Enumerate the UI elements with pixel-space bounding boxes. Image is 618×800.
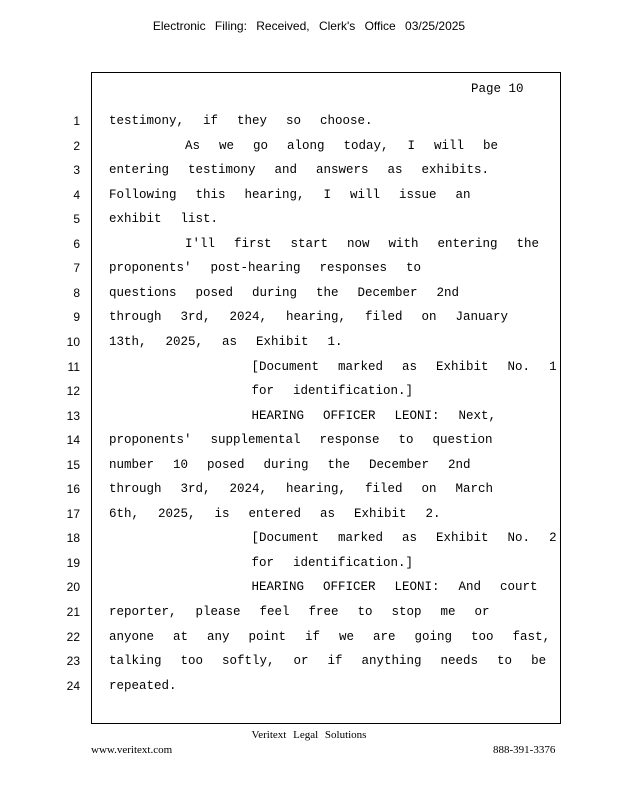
line-number: 18 [66,531,80,545]
line-number: 2 [73,139,80,153]
footer-company: Veritext Legal Solutions [251,729,367,741]
line-text: through 3rd, 2024, hearing, filed on January [109,310,509,324]
line-number: 20 [66,580,80,594]
line-number: 24 [66,679,80,693]
line-text: reporter, please feel free to stop me or [109,605,490,619]
line-text: testimony, if they so choose. [109,114,373,128]
line-text: proponents' post-hearing responses to [109,261,422,275]
line-number: 11 [67,360,80,374]
line-text: Following this hearing, I will issue an [109,188,471,202]
line-number: 7 [73,261,80,275]
line-number: 5 [73,212,80,226]
footer-phone: 888-391-3376 [493,744,556,756]
line-text: through 3rd, 2024, hearing, filed on March [109,482,494,496]
line-text: 13th, 2025, as Exhibit 1. [109,335,343,349]
line-text: questions posed during the December 2nd [109,286,460,300]
footer-website: www.veritext.com [91,744,173,756]
line-text: 6th, 2025, is entered as Exhibit 2. [109,507,441,521]
filing-stamp: Electronic Filing: Received, Clerk's Office 03/25/2025 [152,19,466,33]
line-text: I'll first start now with entering the [109,237,540,251]
line-text: entering testimony and answers as exhibits. [109,163,490,177]
line-number: 10 [66,335,80,349]
line-text: for identification.] [109,384,414,398]
line-text: [Document marked as Exhibit No. 1 [109,360,557,374]
line-text: HEARING OFFICER LEONI: Next, [109,409,497,423]
line-number: 12 [66,384,80,398]
line-text: proponents' supplemental response to question [109,433,493,447]
line-number: 4 [73,188,80,202]
line-number: 19 [66,556,80,570]
line-number: 15 [66,458,80,472]
line-number: 22 [66,630,80,644]
line-text: As we go along today, I will be [109,139,499,153]
line-number: 16 [66,482,80,496]
page-number: Page 10 [471,82,524,96]
line-text: for identification.] [109,556,414,570]
line-number: 14 [66,433,80,447]
line-number: 13 [66,409,80,423]
line-text: number 10 posed during the December 2nd [109,458,471,472]
line-text: anyone at any point if we are going too fast, [109,630,551,644]
line-number: 17 [66,507,80,521]
line-text: talking too softly, or if anything needs to be [109,654,547,668]
line-number: 21 [66,605,80,619]
line-number: 3 [73,163,80,177]
line-text: exhibit list. [109,212,219,226]
line-number: 9 [73,310,80,324]
line-number: 6 [73,237,80,251]
line-text: repeated. [109,679,177,693]
line-number: 1 [73,114,80,128]
line-text: [Document marked as Exhibit No. 2 [109,531,557,545]
line-text: HEARING OFFICER LEONI: And court [109,580,538,594]
line-number: 8 [73,286,80,300]
line-number: 23 [66,654,80,668]
